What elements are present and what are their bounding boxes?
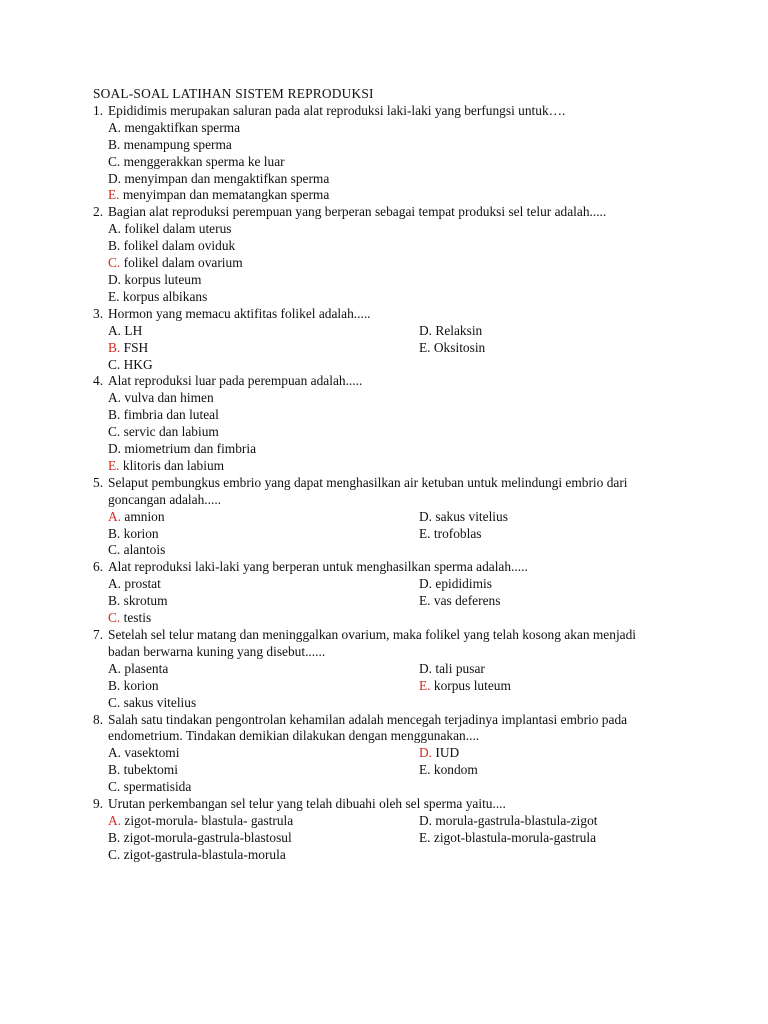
option-e — [419, 340, 653, 357]
question-stem — [93, 373, 653, 390]
option-e — [108, 187, 653, 204]
option-letter: C. — [108, 424, 121, 440]
option-c — [108, 695, 419, 712]
option-text: menyimpan dan mengaktifkan sperma — [124, 170, 330, 186]
option-letter: C. — [108, 153, 121, 169]
option-text: sakus vitelius — [123, 694, 197, 710]
option-letter: A. — [108, 119, 122, 135]
option-letter: E. — [419, 339, 431, 355]
option-b — [108, 762, 419, 779]
option-text: trofoblas — [433, 525, 482, 541]
option-text: epididimis — [435, 576, 492, 592]
question-text: Epididimis merupakan saluran pada alat reproduksi laki-laki yang berfungsi untuk…. — [108, 102, 566, 118]
option-a — [108, 120, 653, 137]
option-letter: B. — [108, 238, 121, 254]
question-7 — [93, 627, 653, 712]
question-stem — [93, 559, 653, 576]
option-b — [108, 593, 419, 610]
question-text: Bagian alat reproduksi perempuan yang berperan sebagai tempat produksi sel telur adalah..... — [108, 204, 607, 220]
option-list — [108, 813, 653, 864]
option-b — [108, 238, 653, 255]
question-number: 9. — [93, 796, 104, 812]
question-stem — [93, 475, 653, 509]
option-b — [108, 526, 419, 543]
option-letter: E. — [419, 762, 431, 778]
option-list — [108, 221, 653, 306]
option-letter: B. — [108, 762, 121, 778]
answer-letter: E. — [419, 677, 431, 693]
option-list — [108, 323, 653, 374]
option-text: alantois — [123, 542, 166, 558]
option-text: zigot-blastula-morula-gastrula — [433, 829, 597, 845]
option-letter: B. — [108, 677, 121, 693]
option-text: zigot-morula-gastrula-blastosul — [123, 829, 292, 845]
question-9 — [93, 796, 653, 864]
question-stem — [93, 103, 653, 120]
option-letter: D. — [419, 812, 433, 828]
option-text: morula-gastrula-blastula-zigot — [435, 812, 598, 828]
question-number: 1. — [93, 102, 104, 118]
option-letter: D. — [108, 170, 122, 186]
option-letter: A. — [108, 576, 122, 592]
option-text: tubektomi — [123, 762, 178, 778]
option-d — [419, 661, 653, 678]
question-number: 8. — [93, 711, 104, 727]
question-number: 5. — [93, 474, 104, 490]
option-letter: D. — [419, 322, 433, 338]
option-text: tali pusar — [435, 660, 485, 676]
option-letter: B. — [108, 136, 121, 152]
option-c — [108, 847, 419, 864]
option-letter: A. — [108, 660, 122, 676]
option-text: klitoris dan labium — [122, 457, 225, 473]
question-number: 6. — [93, 559, 104, 575]
question-text: Hormon yang memacu aktifitas folikel adalah..... — [108, 305, 371, 321]
option-letter: A. — [108, 745, 122, 761]
option-text: korpus luteum — [433, 677, 511, 693]
option-text: mengaktifkan sperma — [124, 119, 241, 135]
option-letter: D. — [419, 576, 433, 592]
option-e — [419, 526, 653, 543]
question-number: 7. — [93, 627, 104, 642]
question-8 — [93, 712, 653, 797]
option-text: vas deferens — [433, 593, 501, 609]
answer-letter: A. — [108, 812, 122, 828]
option-text: korpus luteum — [124, 271, 202, 287]
option-letter: A. — [108, 221, 122, 237]
option-letter: C. — [108, 694, 121, 710]
option-d — [419, 745, 653, 762]
option-letter: E. — [108, 288, 120, 304]
option-a — [108, 813, 419, 830]
option-text: folikel dalam ovarium — [123, 255, 243, 271]
question-2 — [93, 204, 653, 305]
option-list — [108, 661, 653, 712]
question-text: Setelah sel telur matang dan meninggalkan ovarium, maka folikel yang telah kosong akan menjadi badan berwarna kuning yang disebut...... — [108, 627, 637, 659]
answer-letter: D. — [419, 745, 433, 761]
option-text: kondom — [433, 762, 478, 778]
answer-letter: E. — [108, 457, 120, 473]
option-a — [108, 576, 419, 593]
option-d — [108, 441, 653, 458]
option-letter: B. — [108, 829, 121, 845]
question-stem — [93, 627, 653, 661]
option-text: sakus vitelius — [435, 508, 508, 524]
answer-letter: C. — [108, 610, 121, 626]
option-letter: A. — [108, 322, 122, 338]
question-text: Alat reproduksi laki-laki yang berperan untuk menghasilkan sperma adalah..... — [108, 559, 528, 575]
option-c — [108, 154, 653, 171]
option-text: korion — [123, 677, 159, 693]
option-letter: B. — [108, 593, 121, 609]
option-text: IUD — [435, 745, 460, 761]
option-text: HKG — [123, 356, 153, 372]
option-b — [108, 678, 419, 695]
option-text: menyimpan dan mematangkan sperma — [122, 187, 330, 203]
question-text: Salah satu tindakan pengontrolan kehamilan adalah mencegah terjadinya implantasi embrio pada endometrium. Tindakan demikian dilakukan dengan menggunakan.... — [108, 711, 628, 744]
option-letter: D. — [108, 441, 122, 457]
option-letter: C. — [108, 542, 121, 558]
option-text: amnion — [124, 508, 165, 524]
option-d — [419, 509, 653, 526]
question-number: 4. — [93, 373, 104, 389]
option-text: folikel dalam oviduk — [123, 238, 236, 254]
option-letter: D. — [108, 271, 122, 287]
option-list — [108, 745, 653, 796]
option-letter: C. — [108, 356, 121, 372]
option-d — [419, 323, 653, 340]
option-letter: C. — [108, 846, 121, 862]
option-text: testis — [123, 610, 152, 626]
option-text: vasektomi — [124, 745, 180, 761]
option-e — [108, 289, 653, 306]
option-text: skrotum — [123, 593, 168, 609]
option-text: miometrium dan fimbria — [124, 441, 257, 457]
option-text: menampung sperma — [123, 136, 232, 152]
option-letter: D. — [419, 660, 433, 676]
option-c — [108, 610, 419, 627]
option-a — [108, 221, 653, 238]
option-letter: B. — [108, 407, 121, 423]
option-list — [108, 390, 653, 475]
question-number: 2. — [93, 204, 104, 220]
option-d — [419, 576, 653, 593]
option-e — [108, 458, 653, 475]
option-letter: C. — [108, 779, 121, 795]
answer-letter: A. — [108, 508, 122, 524]
document-content — [93, 86, 653, 864]
option-b — [108, 830, 419, 847]
option-text: FSH — [123, 339, 149, 355]
option-text: korion — [123, 525, 159, 541]
option-text: zigot-gastrula-blastula-morula — [123, 846, 286, 862]
option-e — [419, 678, 653, 695]
option-text: servic dan labium — [123, 424, 219, 440]
option-d — [419, 813, 653, 830]
option-list — [108, 576, 653, 627]
question-stem — [93, 796, 653, 813]
option-b — [108, 340, 419, 357]
option-letter: E. — [419, 829, 431, 845]
option-text: spermatisida — [123, 779, 192, 795]
option-c — [108, 424, 653, 441]
question-5 — [93, 475, 653, 560]
answer-letter: E. — [108, 187, 120, 203]
answer-letter: B. — [108, 339, 121, 355]
option-letter: A. — [108, 390, 122, 406]
question-stem — [93, 712, 653, 746]
option-a — [108, 323, 419, 340]
option-text: prostat — [124, 576, 161, 592]
question-stem — [93, 204, 653, 221]
question-text: Alat reproduksi luar pada perempuan adalah..... — [108, 373, 363, 389]
option-list — [108, 509, 653, 560]
option-text: folikel dalam uterus — [124, 221, 232, 237]
option-text: menggerakkan sperma ke luar — [123, 153, 285, 169]
option-c — [108, 255, 653, 272]
question-text: Urutan perkembangan sel telur yang telah dibuahi oleh sel sperma yaitu.... — [108, 796, 506, 812]
option-text: Relaksin — [435, 322, 483, 338]
option-e — [419, 830, 653, 847]
question-3 — [93, 306, 653, 374]
option-c — [108, 779, 419, 796]
document-title: SOAL-SOAL LATIHAN SISTEM REPRODUKSI — [93, 86, 374, 101]
option-a — [108, 509, 419, 526]
option-b — [108, 137, 653, 154]
option-letter: E. — [419, 593, 431, 609]
question-1 — [93, 103, 653, 204]
question-stem — [93, 306, 653, 323]
option-d — [108, 272, 653, 289]
option-text: plasenta — [124, 660, 169, 676]
option-letter: E. — [419, 525, 431, 541]
option-text: fimbria dan luteal — [123, 407, 219, 423]
option-b — [108, 407, 653, 424]
option-e — [419, 762, 653, 779]
option-text: LH — [124, 322, 143, 338]
option-a — [108, 390, 653, 407]
option-text: korpus albikans — [122, 288, 208, 304]
option-e — [419, 593, 653, 610]
option-a — [108, 745, 419, 762]
question-number: 3. — [93, 305, 104, 321]
option-letter: B. — [108, 525, 121, 541]
option-d — [108, 171, 653, 188]
option-text: vulva dan himen — [124, 390, 214, 406]
option-text: zigot-morula- blastula- gastrula — [124, 812, 294, 828]
option-c — [108, 357, 419, 374]
option-a — [108, 661, 419, 678]
answer-letter: C. — [108, 255, 121, 271]
option-c — [108, 542, 419, 559]
option-text: Oksitosin — [433, 339, 486, 355]
question-text: Selaput pembungkus embrio yang dapat menghasilkan air ketuban untuk melindungi embrio dari goncangan adalah..... — [108, 474, 628, 507]
question-4 — [93, 373, 653, 474]
option-list — [108, 120, 653, 205]
question-6 — [93, 559, 653, 627]
option-letter: D. — [419, 508, 433, 524]
